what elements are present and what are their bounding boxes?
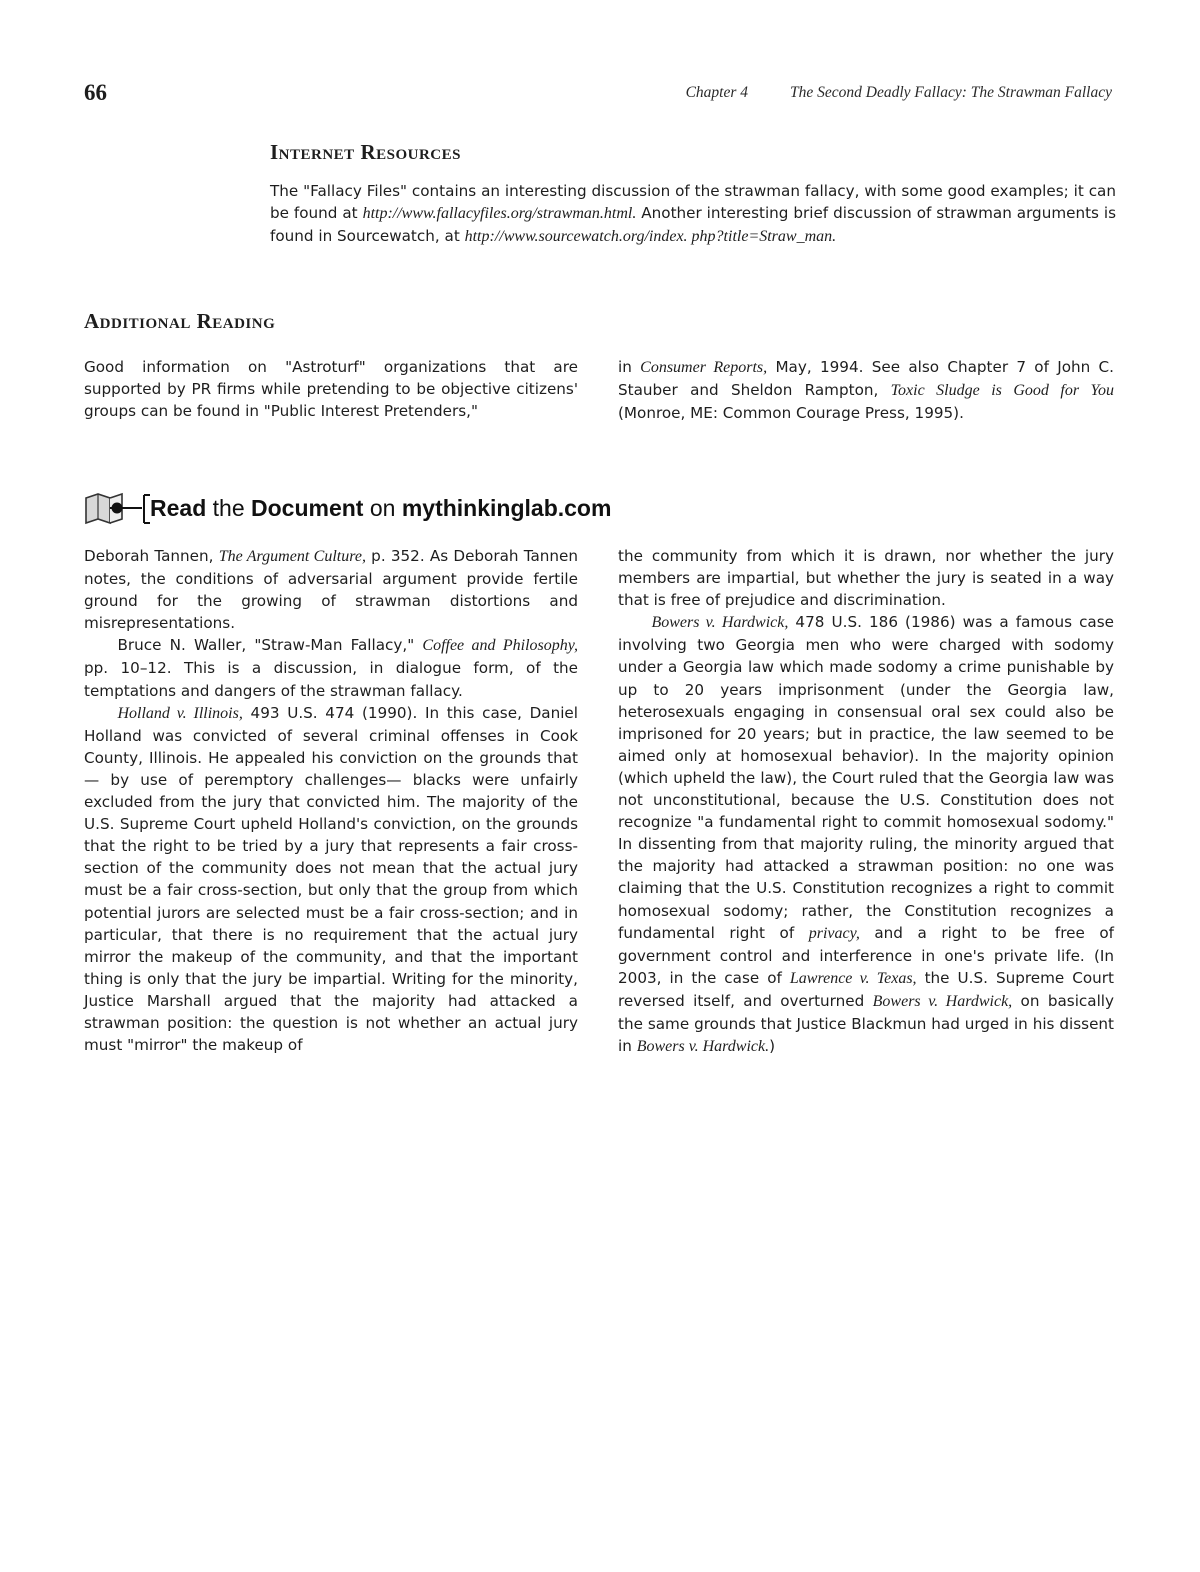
additional-reading-left: Good information on "Astroturf" organizations that are supported by PR firms while pretending to be objective citizens' groups can be found in "Public Interest Pretenders,"	[84, 358, 578, 421]
waller-entry: Bruce N. Waller, "Straw-Man Fallacy," Coffee and Philosophy, pp. 10–12. This is a discussion, in dialogue form, of the temptations and dangers of the strawman fallacy.	[84, 636, 578, 700]
reading-left-column	[84, 545, 578, 1056]
holland-entry-continued: the community from which it is drawn, nor whether the jury members are impartial, but whether the jury is seated in a way that is free of prejudice and discrimination.	[618, 547, 1114, 610]
document-reader-icon	[84, 490, 150, 526]
read-document-banner[interactable]	[84, 488, 611, 528]
chapter-title: The Second Deadly Fallacy: The Strawman Fallacy	[790, 84, 1112, 101]
chapter-label: Chapter 4	[685, 84, 749, 101]
bowers-entry: Bowers v. Hardwick, 478 U.S. 186 (1986) was a famous case involving two Georgia men who were charged with sodomy under a Georgia law which made sodomy a crime punishable by up to 20 years imprisonment (under the Georgia law, heterosexuals engaging in consensual oral sex could also be imprisoned for 20 years; but in practice, the law seemed to be aimed only at homosexual behavior). In the majority opinion (which upheld the law), the Court ruled that the Georgia law was not unconstitutional, because the U.S. Constitution does not recognize "a fundamental right to commit homosexual sodomy." In dissenting from that majority ruling, the minority argued that the majority had attacked a strawman position: no one was claiming that the U.S. Constitution recognizes a right to commit homosexual sodomy; rather, the Constitution recognizes a fundamental right of privacy, and a right to be free of government control and interference in one's private life. (In 2003, in the case of Lawrence v. Texas, the U.S. Supreme Court reversed itself, and overturned Bowers v. Hardwick, on basically the same grounds that Justice Blackmun had urged in his dissent in Bowers v. Hardwick.)	[618, 613, 1114, 1056]
additional-reading-right: in Consumer Reports, May, 1994. See also Chapter 7 of John C. Stauber and Sheldon Rampton, Toxic Sludge is Good for You (Monroe, ME: Common Courage Press, 1995).	[618, 358, 1114, 423]
banner-text: Read the Document on mythinkinglab.com	[150, 494, 612, 521]
running-head	[686, 84, 1112, 102]
fallacy-files-url[interactable]: http://www.fallacyfiles.org/strawman.html.	[362, 205, 637, 222]
holland-entry: Holland v. Illinois, 493 U.S. 474 (1990). In this case, Daniel Holland was convicted of several criminal offenses in Cook County, Illinois. He appealed his conviction on the grounds that— by use of peremptory challenges— blacks were unfairly excluded from the jury that convicted him. The majority of the U.S. Supreme Court upheld Holland's conviction, on the grounds that the right to be tried by a jury that represents a fair cross-section of the community does not mean that the actual jury must be a fair cross-section, but only that the group from which potential jurors are selected must be a fair cross-section; and in particular, that there is no requirement that the actual jury mirror the makeup of the community, and that the important thing is only that the jury be impartial. Writing for the minority, Justice Marshall argued that the majority had attacked a strawman position: the question is not whether an actual jury must "mirror" the makeup of	[84, 703, 578, 1055]
additional-reading-heading: Additional Reading	[84, 309, 276, 333]
mythinkinglab-link[interactable]: mythinkinglab.com	[401, 494, 612, 521]
internet-resources-text: The "Fallacy Files" contains an interesting discussion of the strawman fallacy, with some good examples; it can be found at http://www.fallacyfiles.org/strawman.html. Another interesting brief discussion of strawman arguments is found in Sourcewatch, at http://www.sourcewatch.org/index. php?title=Straw_man.	[270, 182, 1117, 245]
tannen-entry: Deborah Tannen, The Argument Culture, p. 352. As Deborah Tannen notes, the conditions of adversarial argument provide fertile ground for the growing of strawman distortions and misrepresentations.	[84, 547, 579, 633]
reading-right-column	[618, 545, 1114, 1058]
sourcewatch-url[interactable]: http://www.sourcewatch.org/index. php?title=Straw_man.	[464, 228, 837, 245]
page-number: 66	[84, 80, 107, 105]
internet-resources-heading: Internet Resources	[270, 140, 461, 164]
